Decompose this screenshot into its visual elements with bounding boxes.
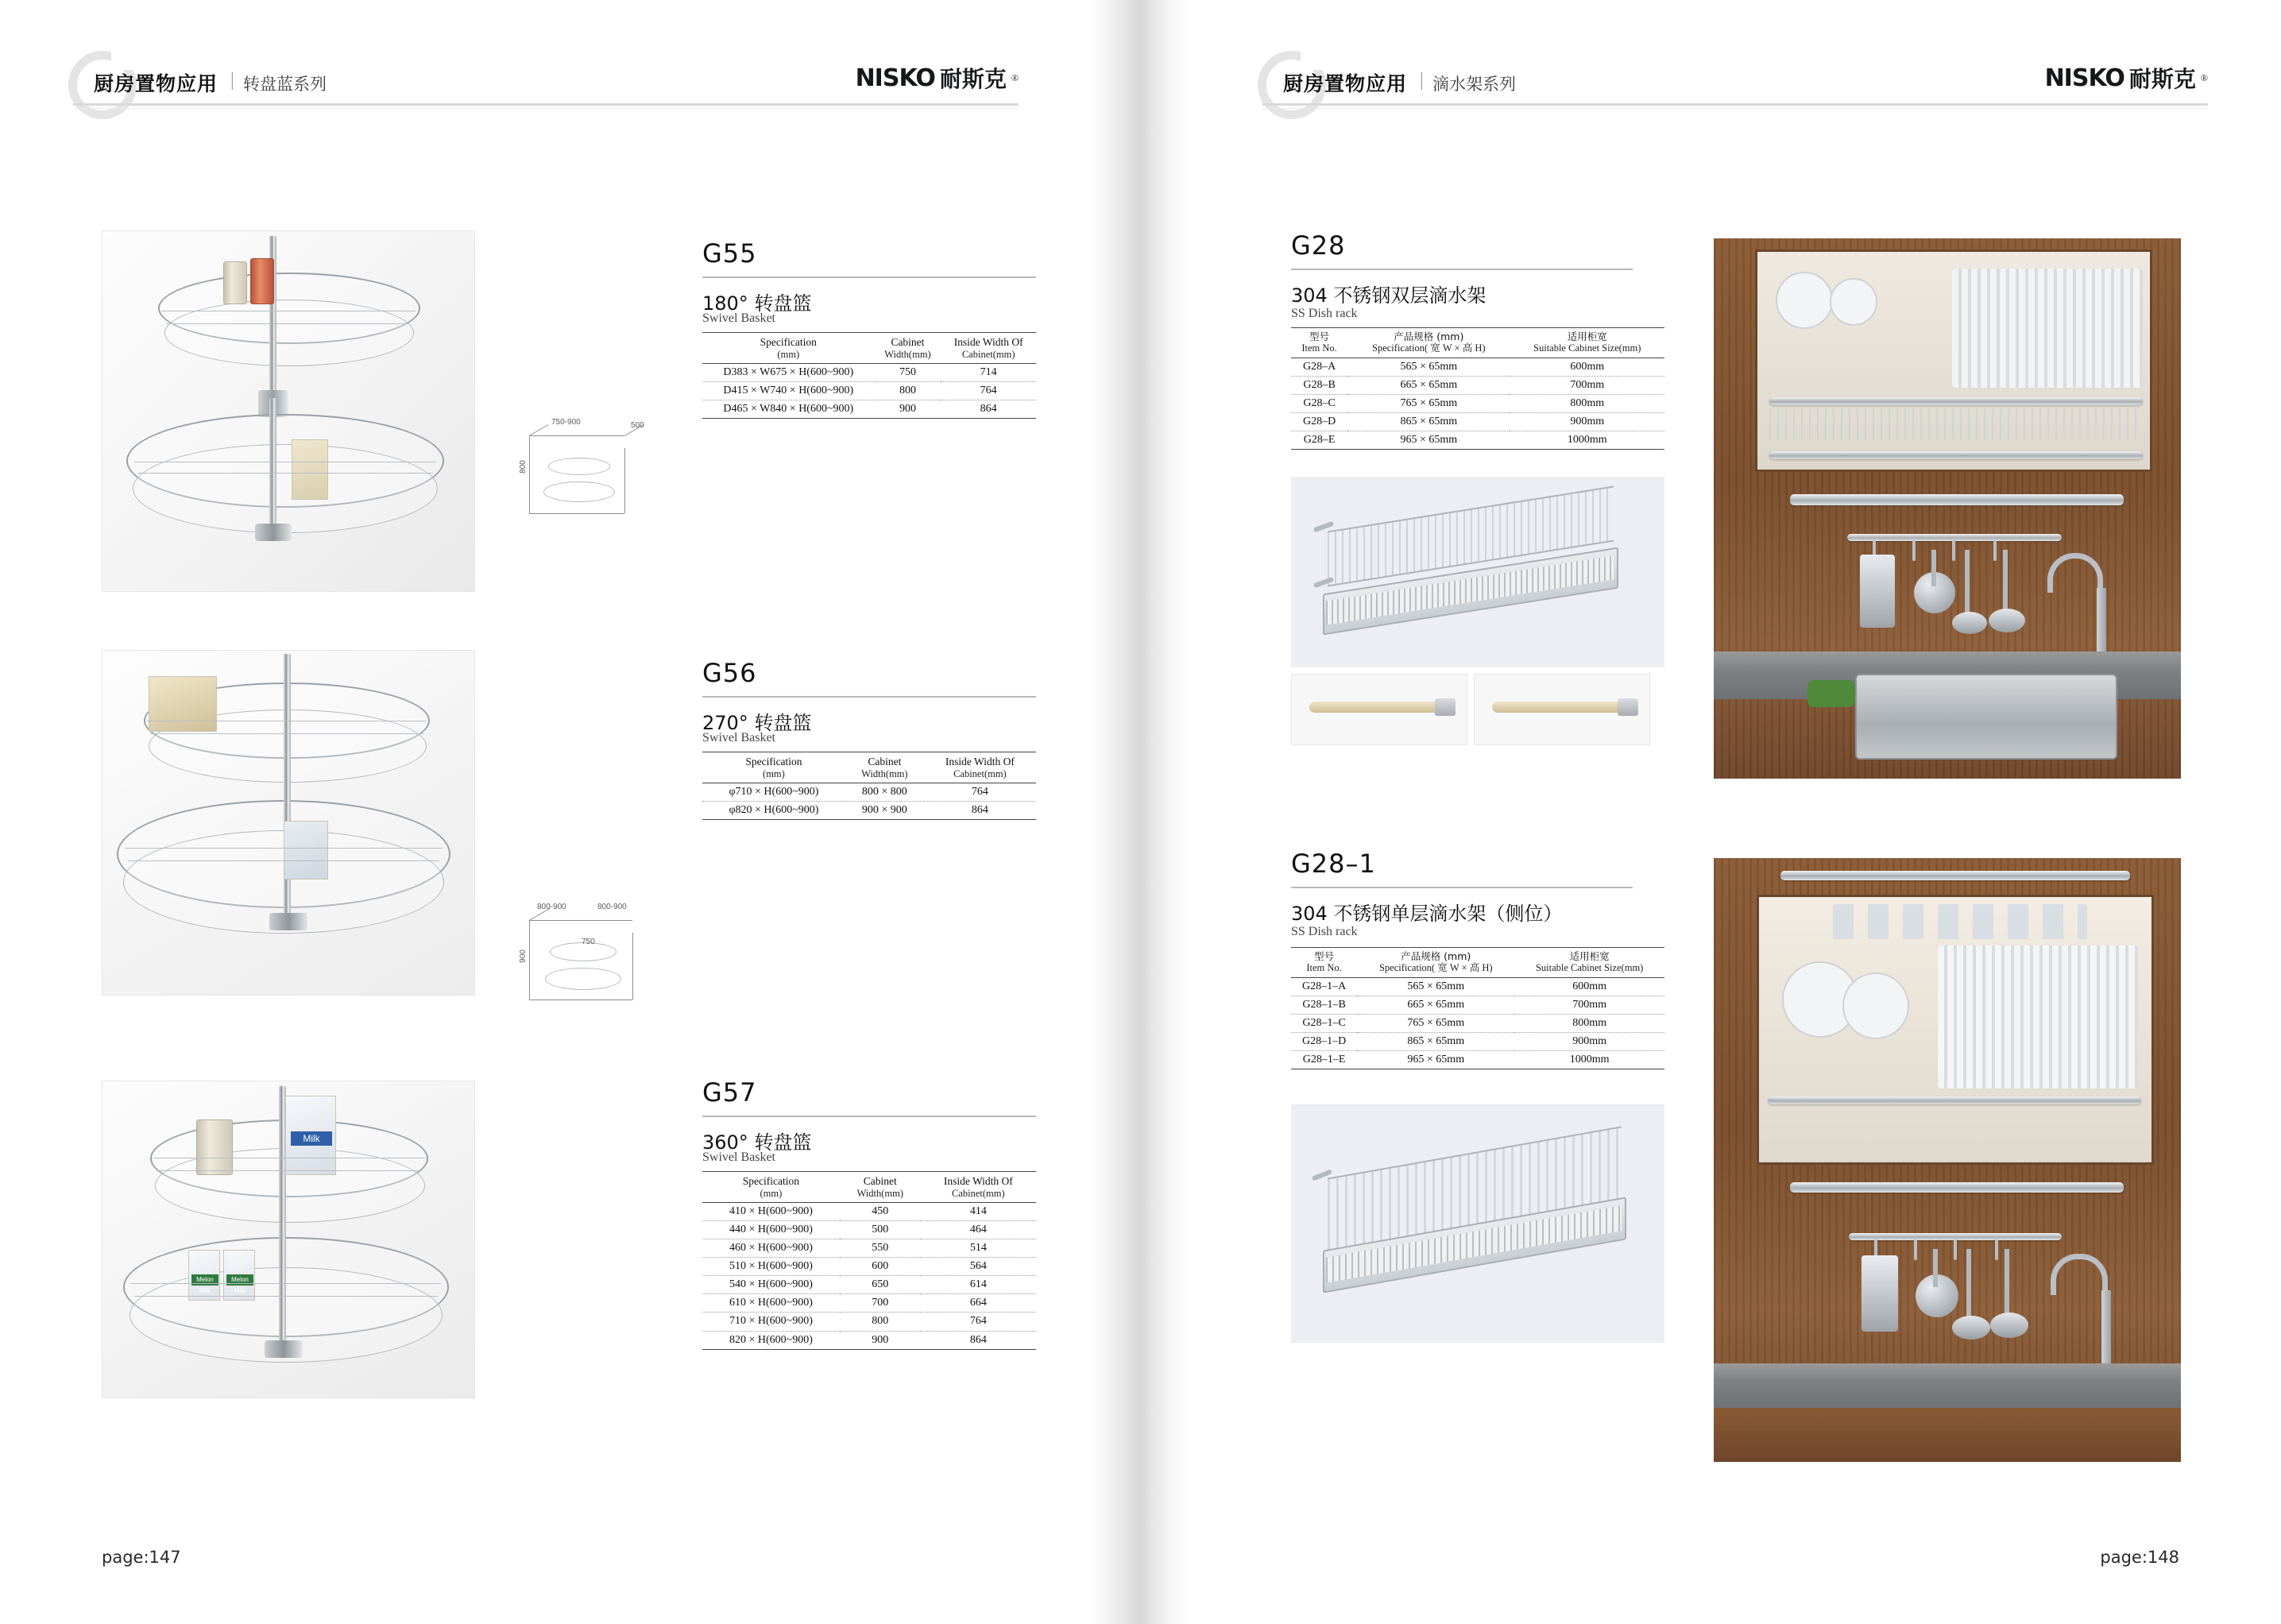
table-row [702,1331,1036,1349]
cell: 900mm [1514,1033,1664,1051]
g55-th-1 [702,333,875,364]
g28-1-th-3 [1514,948,1664,978]
g28-accessory-thumb-1 [1291,674,1467,745]
header-separator: | [230,70,234,91]
g28-1-hook-2 [1914,1239,1917,1260]
table-row [1291,413,1664,431]
table-row [1291,1033,1664,1051]
table-row [702,1220,1036,1239]
brand-logo-text: NISKO [2044,64,2124,92]
table-row [1291,431,1664,450]
g55-th-3-l2: Cabinet(mm) [961,348,1015,360]
g56-code-rule [702,696,1036,698]
table-row [1291,376,1664,394]
table-row [1291,1014,1664,1032]
g57-name-cn: 360° 转盘篮 [702,1131,812,1154]
cell: 440 × H(600~900) [702,1220,840,1239]
cell: D465 × W840 × H(600~900) [702,400,875,419]
g56-th-1-l2: (mm) [763,768,785,779]
g28-grater [1860,555,1895,628]
g57-melon-carton-1 [188,1250,220,1301]
right-page-header [1189,62,2281,133]
g56-spec-table [702,752,1036,820]
page-gutter-shadow [1092,0,1189,1624]
g57-th-1 [702,1172,840,1203]
header-rule [73,103,1019,106]
g57-base-foot [265,1340,303,1358]
g28-rack-rail-lower [1769,451,2143,459]
g28-th-1-l2: Item No. [1301,342,1337,354]
g28-accessory-thumb-2 [1474,674,1650,745]
cell: 650 [840,1276,921,1294]
cell: 414 [921,1202,1036,1220]
cell: 1000mm [1510,431,1664,450]
cell: 820 × H(600~900) [702,1331,840,1349]
g57-melon-label-2: Melon Milk [226,1274,253,1286]
g28-vegetables [1807,680,1855,707]
g55-name-en: Swivel Basket [702,311,775,325]
g28-hook-4 [1993,540,1997,561]
cell: 764 [921,1313,1036,1331]
g28-th-1 [1291,328,1347,358]
g55-lower-basket-rim [133,444,438,533]
g28-1-grater [1862,1255,1898,1332]
g28-code: G28 [1291,230,1346,261]
g28-th-3-l1: 适用柜宽 [1567,331,1607,342]
g57-milk-carton [285,1096,336,1175]
g28-th-3 [1510,328,1664,358]
g56-th-3-l1: Inside Width Of [945,756,1015,768]
cell: 864 [941,400,1036,419]
g55-wire [137,473,433,474]
table-row [702,381,1036,400]
g57-can-1 [196,1119,233,1175]
cell: 800 [840,1313,921,1331]
header-subtitle: 滴水架系列 [1432,75,1516,94]
g55-base-foot [255,524,292,541]
cell: G28–E [1291,431,1347,450]
g57-melon-label-1: Melon Milk [191,1274,218,1286]
g28-1-th-1-l2: Item No. [1306,962,1342,974]
cell: 665 × 65mm [1347,376,1510,394]
table-row [702,400,1036,419]
g55-spec-table [702,332,1036,419]
g55-wire [166,323,409,324]
cell: φ710 × H(600~900) [702,783,845,801]
g28-1-th-1-l1: 型号 [1314,950,1335,962]
g56-th-3 [924,752,1036,783]
cell: 714 [941,363,1036,381]
cell: 550 [840,1239,921,1258]
cell: 800mm [1510,394,1664,412]
cell: 500 [840,1220,921,1239]
brand-logo [2045,62,2208,94]
g55-th-1-l2: (mm) [777,348,800,360]
cell: 765 × 65mm [1357,1014,1514,1032]
g28-ladle-handle [1931,550,1936,586]
cell: G28–1–E [1291,1051,1357,1069]
g57-th-3 [921,1172,1036,1203]
header-circle-mask [111,46,149,70]
g56-base-foot [269,913,307,930]
g56-th-2 [845,752,924,783]
cell: 900 × 900 [845,801,924,819]
g57-code: G57 [702,1077,757,1108]
g56-th-2-l2: Width(mm) [861,768,908,779]
cell: 765 × 65mm [1347,394,1510,412]
table-row [1291,977,1664,996]
g28-code-rule [1291,269,1633,270]
g56-wire [125,848,443,849]
g55-dim-width: 750-900 [551,418,581,427]
header-rule-secondary [1262,108,2208,109]
brand-logo-cn: 耐斯克 [939,66,1007,92]
g55-name-cn: 180° 转盘篮 [702,292,812,315]
cell: 750 [875,363,941,381]
g28-1-plate-left-2 [1842,972,1909,1039]
g28-1-hook-3 [1954,1239,1957,1260]
g57-wire [131,1283,441,1284]
g28-1-name-en: SS Dish rack [1291,925,1358,938]
g57-wire [157,1170,422,1171]
g28-1-lower-cabinet [1714,1408,2181,1462]
g28-1-spoon-handle [1966,1249,1971,1325]
g28-1-rack-rail [1768,1096,2141,1104]
g55-upper-basket-rim [164,300,414,366]
cell: 965 × 65mm [1347,431,1510,450]
cell: 460 × H(600~900) [702,1239,840,1258]
g28-bowl-left [1830,278,1877,326]
cell: 464 [921,1220,1036,1239]
cell: 965 × 65mm [1357,1051,1514,1069]
g28-1-spec-table [1291,947,1664,1069]
g56-granola-pack [149,676,217,732]
g56-center-post [284,654,291,805]
g28-plate-left [1776,272,1833,329]
g55-th-2-l1: Cabinet [891,336,925,348]
g56-th-1-l1: Specification [745,756,802,768]
g28-1-code: G28–1 [1291,849,1376,879]
g55-package-item [292,439,328,500]
g28-plates-row [1952,269,2143,388]
g28-1-faucet-body [2101,1290,2111,1367]
g28-1-skimmer-head [1990,1313,2028,1338]
cell: 900 [875,400,941,419]
cell: 800mm [1514,1014,1664,1032]
g55-th-3 [941,333,1036,364]
table-row [702,363,1036,381]
brand-registered-mark: ® [1011,72,1019,83]
g56-wire [128,860,439,861]
g28-accessory-bracket-2 [1618,698,1638,716]
cell: 865 × 65mm [1347,413,1510,431]
cell: 565 × 65mm [1357,977,1514,996]
cell: G28–C [1291,394,1347,412]
g28-rack-rail-upper [1769,397,2143,405]
cell: 564 [921,1258,1036,1276]
cell: G28–D [1291,413,1347,431]
header-rule [1262,103,2208,106]
g56-name-cn: 270° 转盘篮 [702,712,812,734]
table-row [1291,1051,1664,1069]
cell: 600mm [1510,358,1664,376]
g28-th-2-l1: 产品规格 (mm) [1394,331,1464,342]
g28-1-skimmer-handle [2005,1249,2009,1322]
g28-1-name-cn: 304 不锈钢单层滴水架（侧位） [1291,903,1563,925]
cell: 764 [941,381,1036,400]
table-row [702,1294,1036,1313]
cell: G28–A [1291,358,1347,376]
g56-wire [150,733,423,734]
cell: G28–1–A [1291,977,1357,996]
g28-hook-2 [1912,540,1916,561]
g57-th-3-l2: Cabinet(mm) [951,1187,1005,1199]
g28-name-en: SS Dish rack [1291,307,1358,320]
g28-kitchen-photo [1714,238,2181,779]
brand-logo-text: NISKO [855,64,935,92]
g28-1-glasses-row [1833,904,2087,939]
cell: 900 [840,1331,921,1349]
brand-registered-mark: ® [2200,72,2208,83]
g28-spatula-handle [1965,550,1970,621]
g55-product-photo [102,230,475,592]
cell: G28–B [1291,376,1347,394]
g57-milk-label: Milk [291,1131,332,1146]
g56-dim-width-b: 800-900 [597,903,627,911]
cell: 510 × H(600~900) [702,1258,840,1276]
g57-name-en: Swivel Basket [702,1150,775,1164]
cell: G28–1–C [1291,1014,1357,1032]
g28-drip-tray-rail [1790,494,2124,505]
g55-th-1-l1: Specification [760,336,817,348]
cell: 764 [924,783,1036,801]
g55-can-2 [250,258,274,304]
table-row [702,801,1036,819]
g28-faucet-body [2097,588,2106,659]
g57-melon-carton-2 [223,1250,255,1301]
g28-th-1-l1: 型号 [1309,331,1330,342]
table-row [1291,996,1664,1014]
cell: 800 × 800 [845,783,924,801]
table-row [702,1276,1036,1294]
g28-1-code-rule [1291,887,1633,888]
g28-1-hook-4 [1995,1239,1998,1260]
g55-lower-post [269,398,276,529]
cell: D415 × W740 × H(600~900) [702,381,875,400]
g28-1-product-render [1291,1104,1664,1343]
g55-th-2-l2: Width(mm) [884,348,931,360]
header-circle-mask [1301,46,1339,70]
g28-1-countertop [1714,1363,2181,1408]
cell: 610 × H(600~900) [702,1294,840,1313]
g57-wire [134,1296,438,1297]
header-separator: | [1420,70,1424,91]
table-row [702,1313,1036,1331]
g55-dim-depth: 500 [631,421,644,430]
g28-1-th-1 [1291,948,1357,978]
g28-th-2-l2: Specification( 宽 W × 高 H) [1372,342,1486,354]
g56-box-item [284,821,328,880]
cell: 664 [921,1294,1036,1313]
g57-th-3-l1: Inside Width Of [943,1175,1013,1187]
g28-1-kitchen-photo [1714,858,2181,1462]
g55-code-rule [702,276,1036,278]
g56-product-photo [102,650,475,996]
g28-accessory-rod-1 [1309,702,1448,713]
g57-th-2 [840,1172,921,1203]
left-page-header [0,62,1092,133]
g28-spec-table [1291,327,1664,450]
cell: 864 [921,1331,1036,1349]
cell: 1000mm [1514,1051,1664,1069]
g56-name-en: Swivel Basket [702,731,775,744]
g28-skimmer-head [1989,609,2025,632]
cell: 900mm [1510,413,1664,431]
table-row [702,1202,1036,1220]
g56-dim-height: 900 [518,949,528,963]
g56-dim-inner: 750 [582,938,595,946]
cell: 614 [921,1276,1036,1294]
g57-th-2-l1: Cabinet [863,1175,897,1187]
cell: 600mm [1514,977,1664,996]
g57-lower-post [279,1228,286,1347]
g56-dim-width-a: 800-900 [537,903,566,911]
g56-dimension-drawing [515,896,658,1023]
cell: 710 × H(600~900) [702,1313,840,1331]
g28-1-th-2-l1: 产品规格 (mm) [1401,950,1471,962]
cell: D383 × W675 × H(600~900) [702,363,875,381]
header-subtitle: 转盘蓝系列 [243,75,327,94]
g28-accessory-rod-2 [1492,702,1630,713]
cell: G28–1–B [1291,996,1357,1014]
g28-1-spoon-bowl [1952,1316,1990,1340]
g57-code-rule [702,1116,1036,1117]
left-page [0,0,1092,1624]
cell: φ820 × H(600~900) [702,801,845,819]
g56-th-1 [702,752,845,783]
g57-th-2-l2: Width(mm) [856,1187,903,1199]
cell: 450 [840,1202,921,1220]
cell: 700mm [1510,376,1664,394]
left-page-number: page:147 [102,1548,181,1567]
cell: 700mm [1514,996,1664,1014]
cell: G28–1–D [1291,1033,1357,1051]
g55-th-3-l1: Inside Width Of [953,336,1023,348]
g28-sink-basin [1855,674,2117,760]
g56-th-2-l1: Cabinet [868,756,902,768]
header-rule-secondary [73,108,1019,109]
cell: 865 × 65mm [1357,1033,1514,1051]
g28-1-ladle-handle [1933,1249,1938,1287]
right-page [1189,0,2281,1624]
table-row [1291,358,1664,376]
g57-th-1-l2: (mm) [760,1187,783,1199]
g28-hook-3 [1952,540,1955,561]
header-title: 厨房置物应用 [1283,72,1408,95]
cell: 540 × H(600~900) [702,1276,840,1294]
g28-accessory-bracket-1 [1435,698,1456,716]
cell: 565 × 65mm [1347,358,1510,376]
g57-product-photo [102,1081,475,1398]
g28-rack-wires [1769,408,2143,440]
g56-th-3-l2: Cabinet(mm) [953,768,1007,779]
g55-can-1 [223,261,247,304]
g55-dim-height: 800 [518,460,528,474]
cell: 665 × 65mm [1357,996,1514,1014]
g55-code: G55 [702,238,757,269]
table-row [1291,394,1664,412]
g55-th-2 [875,333,941,364]
g28-1-th-2 [1357,948,1514,978]
g28-1-plates-row [1938,945,2138,1088]
g28-th-3-l2: Suitable Cabinet Size(mm) [1533,342,1641,354]
g28-spoon-bowl [1952,612,1987,634]
brand-logo-cn: 耐斯克 [2128,66,2196,92]
g28-1-top-rail [1780,871,2130,880]
table-row [702,1239,1036,1258]
header-title: 厨房置物应用 [94,72,218,95]
g28-th-2 [1347,328,1510,358]
g28-product-render [1291,477,1664,667]
cell: 800 [875,381,941,400]
cell: 410 × H(600~900) [702,1202,840,1220]
g57-spec-table [702,1171,1036,1350]
g55-dimension-drawing [515,413,650,532]
cell: 600 [840,1258,921,1276]
g56-code: G56 [702,658,757,688]
g28-1-th-2-l2: Specification( 宽 W × 高 H) [1378,962,1493,974]
g28-1-th-3-l2: Suitable Cabinet Size(mm) [1535,962,1644,974]
cell: 700 [840,1294,921,1313]
cell: 514 [921,1239,1036,1258]
table-row [702,783,1036,801]
g28-name-cn: 304 不锈钢双层滴水架 [1291,284,1487,307]
right-page-number: page:148 [2100,1548,2179,1567]
g28-1-drip-tray-rail [1790,1182,2124,1193]
brand-logo [856,62,1019,94]
g57-th-1-l1: Specification [742,1175,800,1187]
g28-1-th-3-l1: 适用柜宽 [1569,950,1610,962]
table-row [702,1258,1036,1276]
cell: 864 [924,801,1036,819]
